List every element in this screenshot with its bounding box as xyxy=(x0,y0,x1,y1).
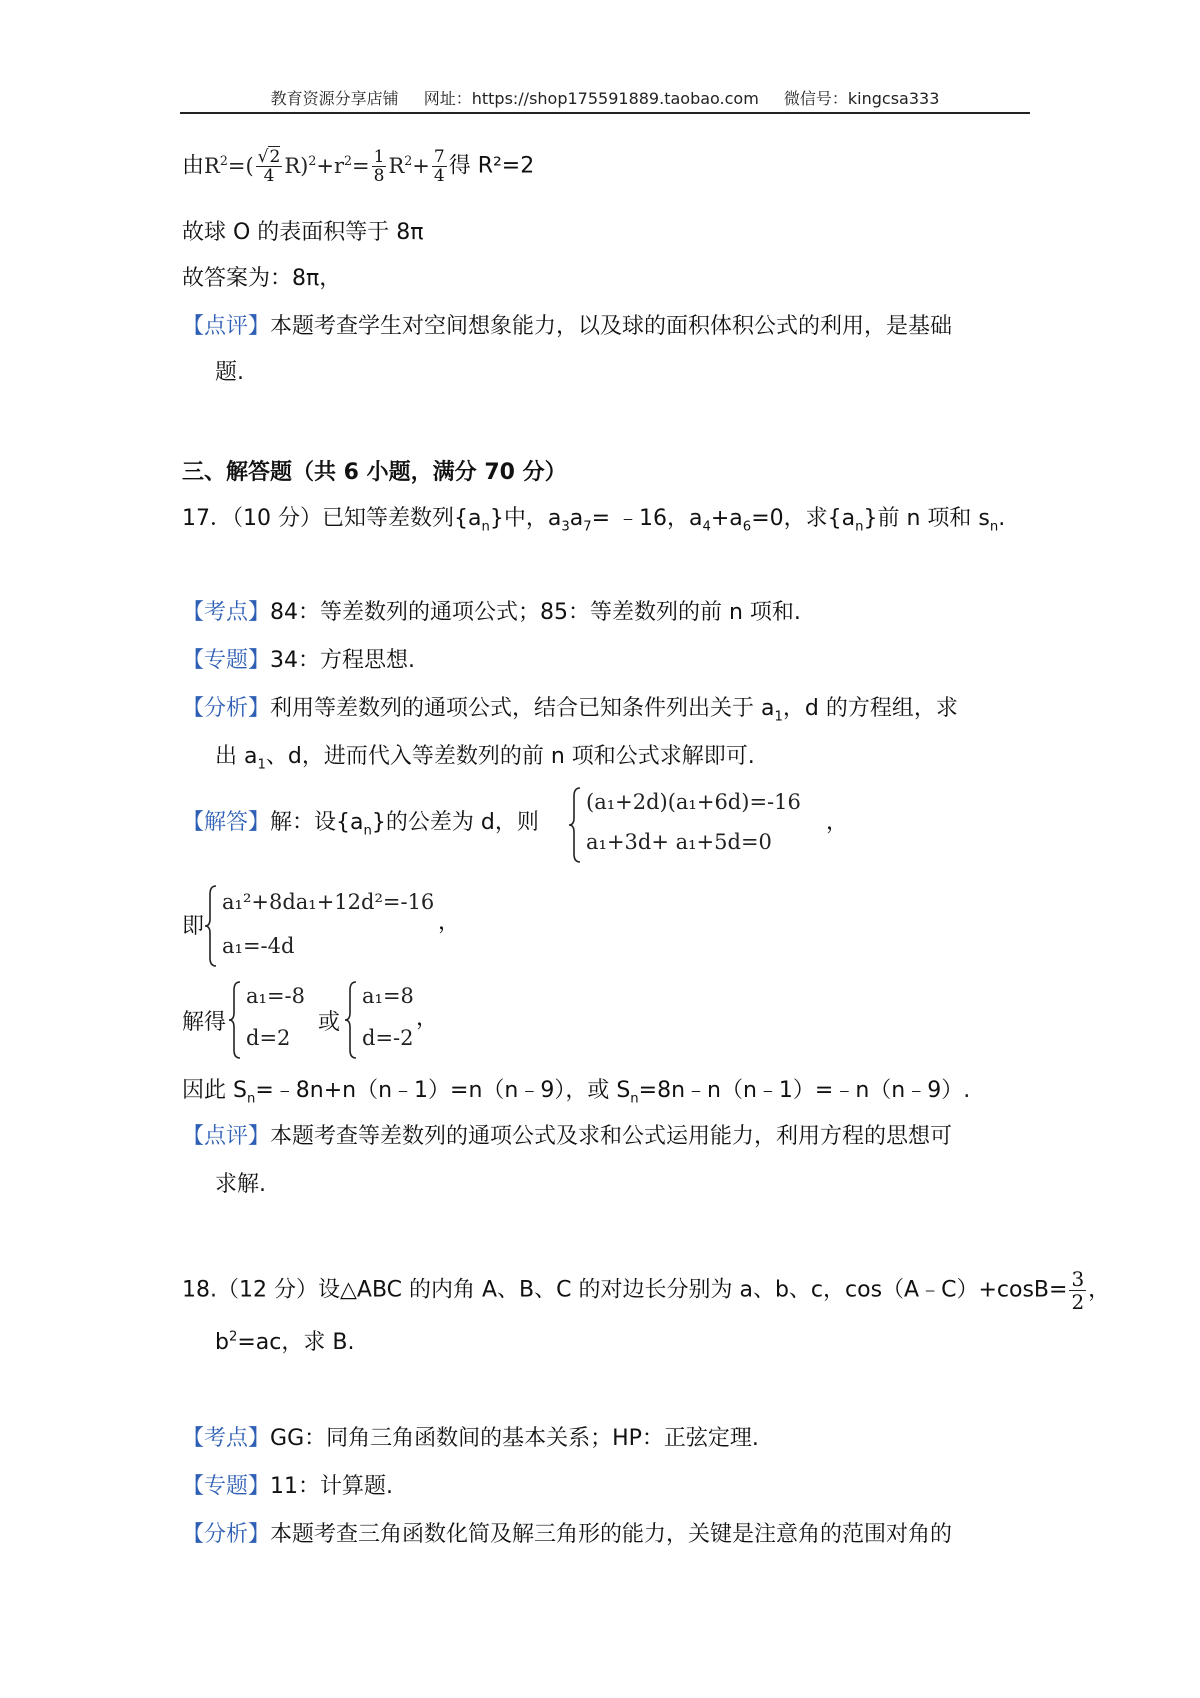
comment-16: 【点评】本题考查学生对空间想象能力，以及球的面积体积公式的利用，是基础 xyxy=(182,314,953,339)
equation-system-2: a₁²+8da₁+12d²=-16 a₁=-4d xyxy=(204,884,444,970)
tag-dianping: 【点评】 xyxy=(182,314,271,339)
header-wechat: 微信号：kingcsa333 xyxy=(783,89,940,108)
left-brace-icon xyxy=(228,980,242,1060)
fraction-3-over-2: $\frac{3}{2}$ xyxy=(1071,1267,1085,1314)
q18-kaodian: 【考点】GG：同角三角函数间的基本关系；HP：正弦定理. xyxy=(182,1426,759,1451)
q17-dianping-cont: 求解. xyxy=(215,1172,266,1197)
q17-dianping: 【点评】本题考查等差数列的通项公式及求和公式运用能力，利用方程的思想可 xyxy=(182,1124,953,1149)
tag-zhuanti: 【专题】 xyxy=(182,1474,271,1499)
q17-result: 因此 $S_n=﹣8n+n(n﹣1)=n(n﹣9)$，或 $S_n=8n﹣n(n﹣1)=﹣n(n﹣9)$. xyxy=(182,1078,971,1107)
header-url[interactable]: 网址：https://shop175591889.taobao.com xyxy=(423,89,759,108)
section-title: 三、解答题（共 6 小题，满分 70 分） xyxy=(182,460,567,485)
fraction-1-over-8: $\frac{1}{8}$ xyxy=(373,147,385,186)
document-page: 教育资源分享店铺 网址：https://shop175591889.taobao.com 微信号：kingcsa333 由$R^2=$( $\frac{√2}{4}$ $R)^2+r^2=$ $\frac{1}{8}$ $R^2+$ $\frac{7}{4}$ 得 R²=2 故球 O 的表面积等于 8π 故答案为：8π， 【点评】本题考查学生对空间想象能力，以及球的面积体积公式的利用，是基础 题. 三、解答题（共 6 小题，满分 70 分） 17．（10 分）已知等差数列$\{a_n\}$中，$a_3a_7=$ ﹣16，$a_4+a_6=0$，求$\{a_n\}$前 n 项和 $s_n$. 【考点】84：等差数列的通项公式；85：等差数列的前 n 项和. 【专题】34：方程思想. 【分析】利用等差数列的通项公式，结合已知条件列出关于 $a_1$，d 的方程组，求 出 $a_1$、d，进而代入等差数列的前 n 项和公式求解即可. 【解答】解：设$\{a_n\}$的公差为 d，则 (a₁+2d)(a₁+6d)=-16 a₁+3d+ a₁+5d=0 ， 即 a₁²+8da₁+12d²=-16 a₁=-4d ， 解得 a₁=-8 d=2 或 a₁=8 d=-2 ， 因此 $S_n=﹣8n+n(n﹣1)=n(n﹣9)$，或 $S_n=8n﹣n(n﹣1)=﹣n(n﹣9)$. 【点评】本题考查等差数列的通项公式及求和公式运用能力，利用方程的思想可 求解. 18.（12 分）设△ABC 的内角 A、B、C 的对边长分别为 a、b、c，cos（A﹣C）+cosB= $\frac{3}{2}$ ， $b^2=ac$，求 B. 【考点】GG：同角三角函数间的基本关系；HP：正弦定理. 【专题】11：计算题. 【分析】本题考查三角函数化简及解三角形的能力，关键是注意角的范围对角的 xyxy=(0,0,1200,1698)
tag-dianping: 【点评】 xyxy=(182,1124,271,1149)
q18-zhuanti: 【专题】11：计算题. xyxy=(182,1474,394,1499)
tag-fenxi: 【分析】 xyxy=(182,1522,271,1547)
huo-label: 或 xyxy=(318,1010,341,1035)
question-18-stem: 18.（12 分）设△ABC 的内角 A、B、C 的对边长分别为 a、b、c，cos（A﹣C）+cosB= $\frac{3}{2}$ ， xyxy=(182,1267,1111,1314)
q17-jieda: 【解答】解：设$\{a_n\}$的公差为 d，则 xyxy=(182,810,539,839)
q17-kaodian: 【考点】84：等差数列的通项公式；85：等差数列的前 n 项和. xyxy=(182,600,801,625)
sphere-equation: 由$R^2=$( $\frac{√2}{4}$ $R)^2+r^2=$ $\frac{1}{8}$ $R^2+$ $\frac{7}{4}$ 得 R²=2 xyxy=(182,147,535,186)
jiede-label: 解得 xyxy=(182,1010,227,1035)
question-18-stem-cont: $b^2=ac$，求 B. xyxy=(215,1329,355,1355)
q17-fenxi: 【分析】利用等差数列的通项公式，结合已知条件列出关于 $a_1$，d 的方程组，求 xyxy=(182,696,958,725)
fraction-7-over-4: $\frac{7}{4}$ xyxy=(433,147,445,186)
q18-fenxi: 【分析】本题考查三角函数化简及解三角形的能力，关键是注意角的范围对角的 xyxy=(182,1522,953,1547)
q17-zhuanti: 【专题】34：方程思想. xyxy=(182,648,416,673)
left-brace-icon xyxy=(204,884,218,968)
tag-zhuanti: 【专题】 xyxy=(182,648,271,673)
surface-area-line: 故球 O 的表面积等于 8π xyxy=(182,220,424,245)
equation-system-3: a₁=-8 d=2 xyxy=(228,980,318,1062)
header-shop: 教育资源分享店铺 xyxy=(270,89,399,108)
page-header xyxy=(180,86,1030,109)
left-brace-icon xyxy=(568,786,582,864)
q17-fenxi-cont: 出 $a_1$、d，进而代入等差数列的前 n 项和公式求解即可. xyxy=(215,744,755,773)
left-brace-icon xyxy=(344,980,358,1060)
header-divider xyxy=(180,112,1030,114)
tag-fenxi: 【分析】 xyxy=(182,696,271,721)
tag-kaodian: 【考点】 xyxy=(182,600,271,625)
equation-system-4: a₁=8 d=-2 xyxy=(344,980,434,1062)
answer-line: 故答案为：8π， xyxy=(182,266,342,291)
comment-16-cont: 题. xyxy=(215,360,244,385)
ji-label: 即 xyxy=(182,914,205,939)
fraction-sqrt2-over-4: $\frac{√2}{4}$ xyxy=(257,147,281,186)
tag-kaodian: 【考点】 xyxy=(182,1426,271,1451)
question-17-stem: 17．（10 分）已知等差数列$\{a_n\}$中，$a_3a_7=$ ﹣16，$a_4+a_6=0$，求$\{a_n\}$前 n 项和 $s_n$. xyxy=(182,506,1006,535)
equation-system-1: (a₁+2d)(a₁+6d)=-16 a₁+3d+ a₁+5d=0 xyxy=(568,786,828,866)
tag-jieda: 【解答】 xyxy=(182,810,271,835)
